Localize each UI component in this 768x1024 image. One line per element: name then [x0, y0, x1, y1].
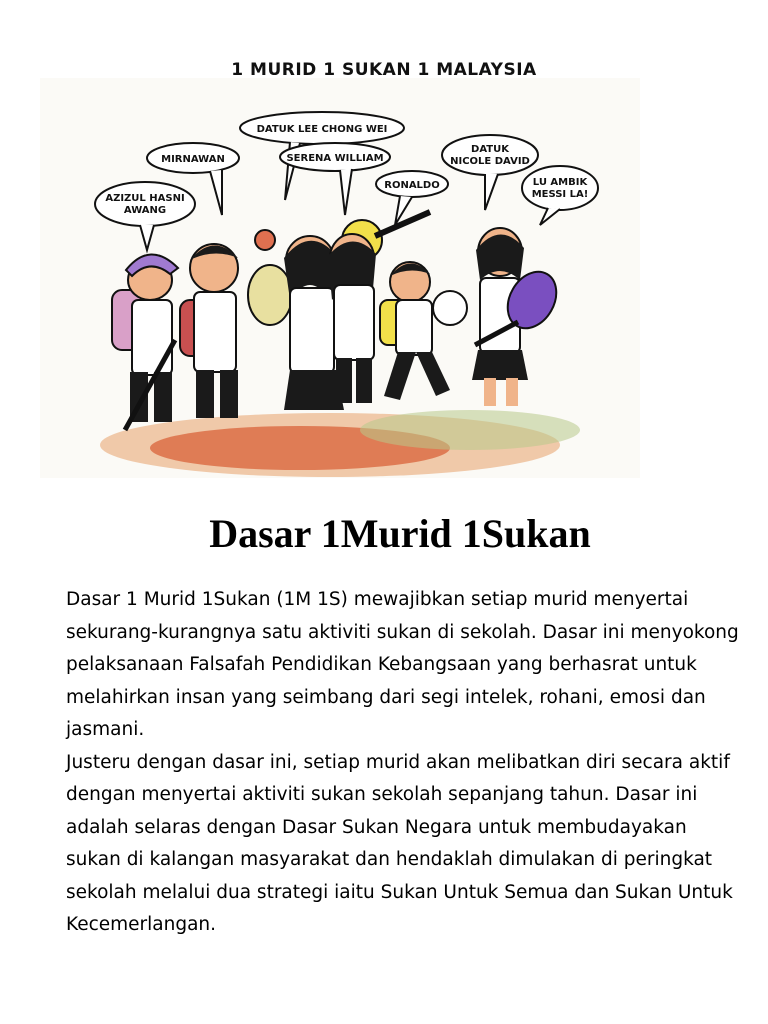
svg-text:AZIZUL HASNI: AZIZUL HASNI — [105, 193, 185, 204]
paragraph: Dasar 1 Murid 1Sukan (1M 1S) mewajibkan setiap murid menyertai sekurang-kurangnya satu aktiviti sukan di sekolah. Dasar ini menyokong pelaksanaan Falsafah Pendidikan Kebangsaan yang berhasrat untuk melahirkan insan yang seimbang dari segi intelek, rohani, emosi dan jasmani. — [66, 589, 739, 740]
svg-text:SERENA WILLIAM: SERENA WILLIAM — [286, 153, 384, 164]
svg-text:RONALDO: RONALDO — [384, 180, 440, 191]
cartoon-title: 1 MURID 1 SUKAN 1 MALAYSIA — [231, 60, 537, 80]
svg-text:MESSI LA!: MESSI LA! — [531, 189, 589, 200]
svg-text:AWANG: AWANG — [123, 205, 167, 216]
svg-text:MIRNAWAN: MIRNAWAN — [161, 154, 225, 165]
cartoon-illustration — [0, 0, 768, 495]
paragraph: Justeru dengan dasar ini, setiap murid akan melibatkan diri secara aktif dengan menyertai aktiviti sukan sekolah sepanjang tahun. Dasar ini adalah selaras dengan Dasar Sukan Negara untuk membudayakan sukan di kalangan masyarakat dan hendaklah dimulakan di peringkat sekolah melalui dua strategi iaitu Sukan Untuk Semua dan Sukan Untuk Kecemerlangan. — [66, 751, 733, 935]
body-text — [66, 584, 746, 942]
svg-text:NICOLE DAVID: NICOLE DAVID — [450, 156, 530, 167]
page-title: Dasar 1Murid 1Sukan — [209, 511, 591, 556]
svg-text:DATUK: DATUK — [471, 144, 509, 155]
svg-text:DATUK LEE CHONG WEI: DATUK LEE CHONG WEI — [256, 124, 388, 135]
svg-text:LU AMBIK: LU AMBIK — [532, 177, 588, 188]
ground-grass — [360, 410, 580, 450]
